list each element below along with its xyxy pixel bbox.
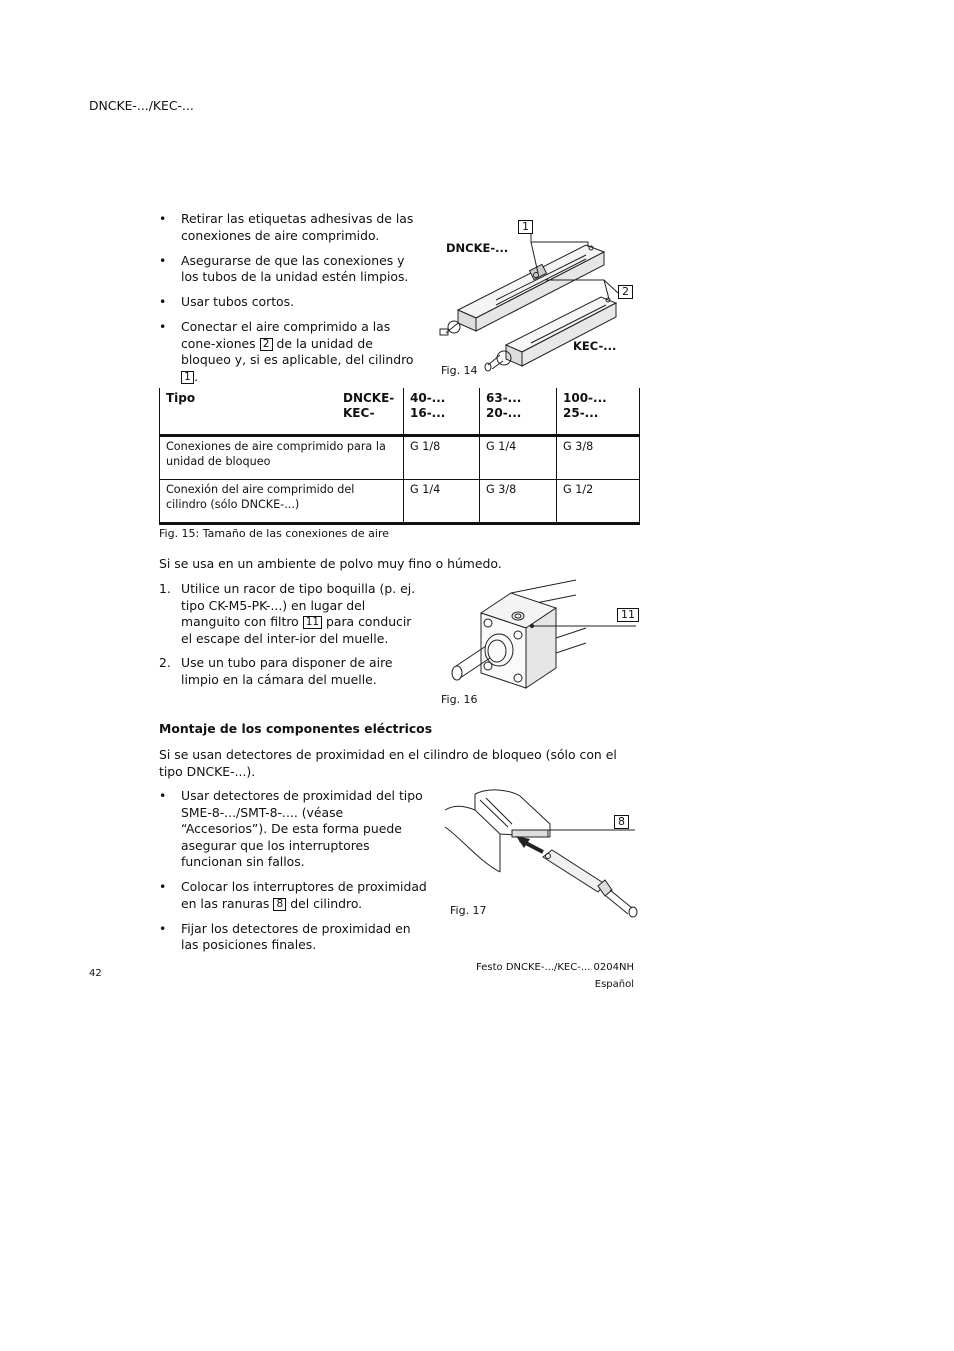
list-item: • Usar detectores de proximidad del tipo SME-8-.../SMT-8-.... (véase “Accesorios”). De esta forma puede asegurar que los interruptores funcionan sin fallos. [159,788,429,871]
header-tipo: Tipo [160,388,338,436]
table-row [160,436,640,480]
figure-caption: Fig. 14 [441,364,478,377]
proximity-intro: Si se usan detectores de proximidad en el cilindro de bloqueo (sólo con el tipo DNCKE-...). [159,747,617,779]
table-cell: G 1/8 [404,436,480,480]
ref-callout-8: 8 [614,815,629,829]
page-number: 42 [89,968,102,979]
connection-instructions-list [159,211,419,394]
header-type-names: DNCKE- KEC- [343,391,395,420]
document-id: Festo DNCKE-.../KEC-... 0204NH Español [476,962,634,990]
table-header-row [160,388,640,436]
ref-number: 2 [260,338,273,351]
table-cell: G 1/4 [404,480,480,524]
figure-caption: Fig. 16 [441,693,478,706]
label-dncke: DNCKE-... [446,241,509,255]
figure-14 [436,215,646,385]
section-heading: Montaje de los componentes eléctricos [159,721,433,736]
cylinder-endcap-illustration [436,578,646,710]
ref-callout-1: 1 [518,220,533,234]
figure-17 [440,782,645,922]
list-item: • Asegurarse de que las conexiones y los tubos de la unidad estén limpios. [159,253,419,286]
ref-number: 11 [303,616,322,629]
ref-number: 1 [181,371,194,384]
list-item: • Retirar las etiquetas adhesivas de las conexiones de aire comprimido. [159,211,419,244]
connection-size-table [159,388,640,525]
header-size-3: 100-... 25-... [557,388,640,436]
table-cell: G 1/2 [557,480,640,524]
figure-16 [436,578,646,710]
list-item: • Usar tubos cortos. [159,294,419,311]
list-item: 2. Use un tubo para disponer de aire limpio en la cámara del muelle. [159,655,393,687]
table-row [160,480,640,524]
header-size-1: 40-... 16-... [404,388,480,436]
list-item: 1. Utilice un racor de tipo boquilla (p. ej. tipo CK-M5-PK-...) en lugar del manguito con filtro 11 para conducir el escape del inter-ior del muelle. [159,581,416,646]
table-caption: Fig. 15: Tamaño de las conexiones de aire [159,527,390,540]
row-label: Conexión del aire comprimido del cilindro (sólo DNCKE-...) [160,480,404,524]
running-header: DNCKE-.../KEC-... [89,98,194,113]
exhaust-steps-list [159,581,424,696]
ref-callout-2: 2 [618,285,633,299]
label-kec: KEC-... [573,339,617,353]
proximity-sensor-slot-illustration [440,782,645,922]
proximity-instructions-list [159,788,429,962]
table-cell: G 3/8 [480,480,557,524]
table-cell: G 1/4 [480,436,557,480]
header-size-2: 63-... 20-... [480,388,557,436]
row-label: Conexiones de aire comprimido para la unidad de bloqueo [160,436,404,480]
figure-caption: Fig. 17 [450,904,487,917]
ref-number: 8 [273,898,286,911]
ref-callout-11: 11 [617,608,639,622]
list-item: • Colocar los interruptores de proximidad en las ranuras 8 del cilindro. [159,879,429,912]
list-item: • Fijar los detectores de proximidad en las posiciones finales. [159,921,429,954]
list-item: • Conectar el aire comprimido a las cone-xiones 2 de la unidad de bloqueo y, si es aplicable, del cilindro 1 . [159,319,419,385]
table-cell: G 3/8 [557,436,640,480]
dust-environment-intro: Si se usa en un ambiente de polvo muy fino o húmedo. [159,556,502,571]
